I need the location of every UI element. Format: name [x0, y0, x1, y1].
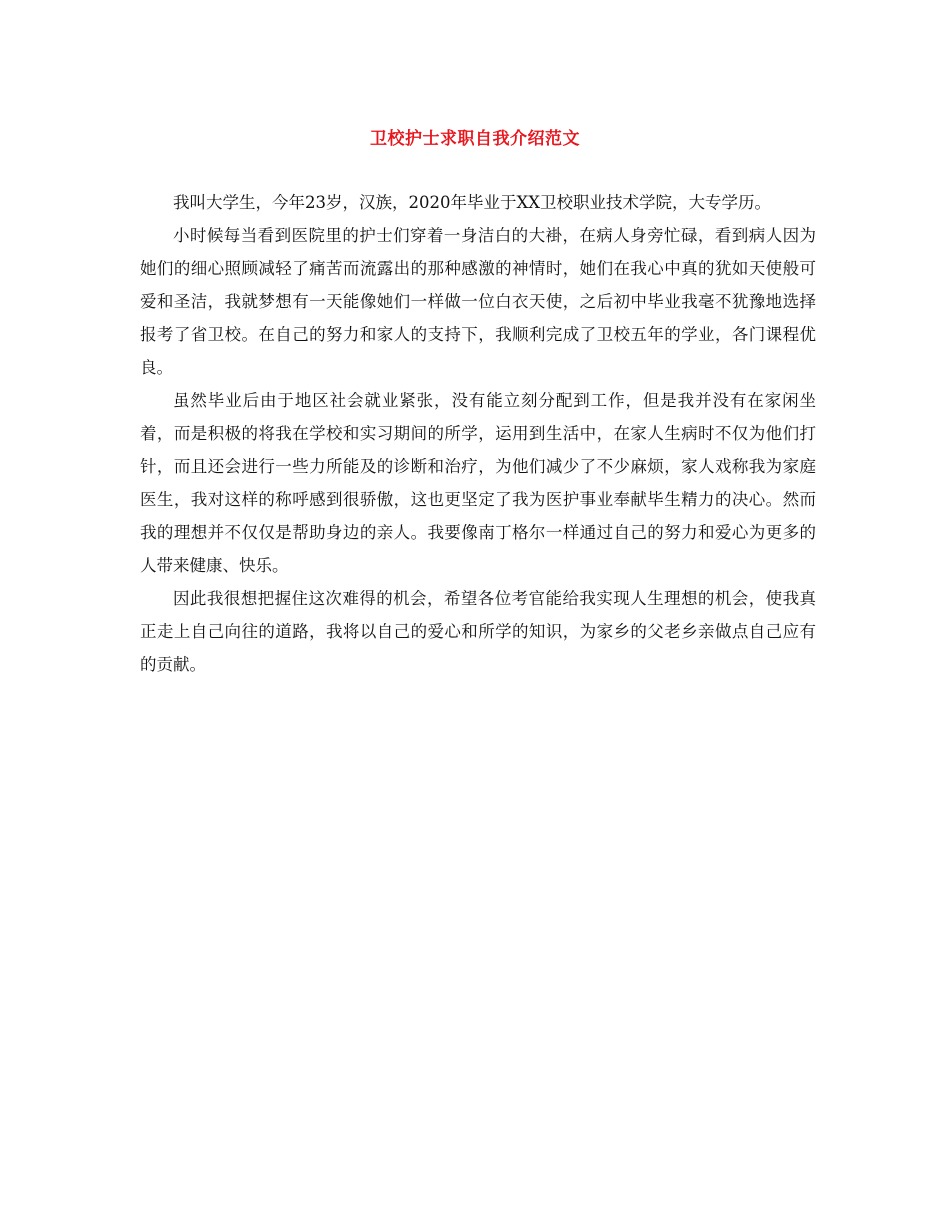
document-body: [140, 186, 816, 681]
document-title: 卫校护士求职自我介绍范文: [370, 129, 580, 149]
paragraph-4: 因此我很想把握住这次难得的机会，希望各位考官能给我实现人生理想的机会，使我真正走上自己向往的道路，我将以自己的爱心和所学的知识，为家乡的父老乡亲做点自己应有的贡献。: [140, 589, 816, 674]
paragraph-3: 虽然毕业后由于地区社会就业紧张，没有能立刻分配到工作，但是我并没有在家闲坐着，而是积极的将我在学校和实习期间的所学，运用到生活中，在家人生病时不仅为他们打针，而且还会进行一些力所能及的诊断和治疗，为他们减少了不少麻烦，家人戏称我为家庭医生，我对这样的称呼感到很骄傲，这也更坚定了我为医护事业奉献毕生精力的决心。然而我的理想并不仅仅是帮助身边的亲人。我要像南丁格尔一样通过自己的努力和爱心为更多的人带来健康、快乐。: [140, 391, 816, 575]
paragraph-1: 我叫大学生，今年23岁，汉族，2020年毕业于XX卫校职业技术学院，大专学历。: [173, 193, 771, 212]
paragraph-2: 小时候每当看到医院里的护士们穿着一身洁白的大褂，在病人身旁忙碌，看到病人因为她们的细心照顾减轻了痛苦而流露出的那种感激的神情时，她们在我心中真的犹如天使般可爱和圣洁，我就梦想有一天能像她们一样做一位白衣天使，之后初中毕业我毫不犹豫地选择报考了省卫校。在自己的努力和家人的支持下，我顺利完成了卫校五年的学业，各门课程优良。: [140, 226, 816, 377]
